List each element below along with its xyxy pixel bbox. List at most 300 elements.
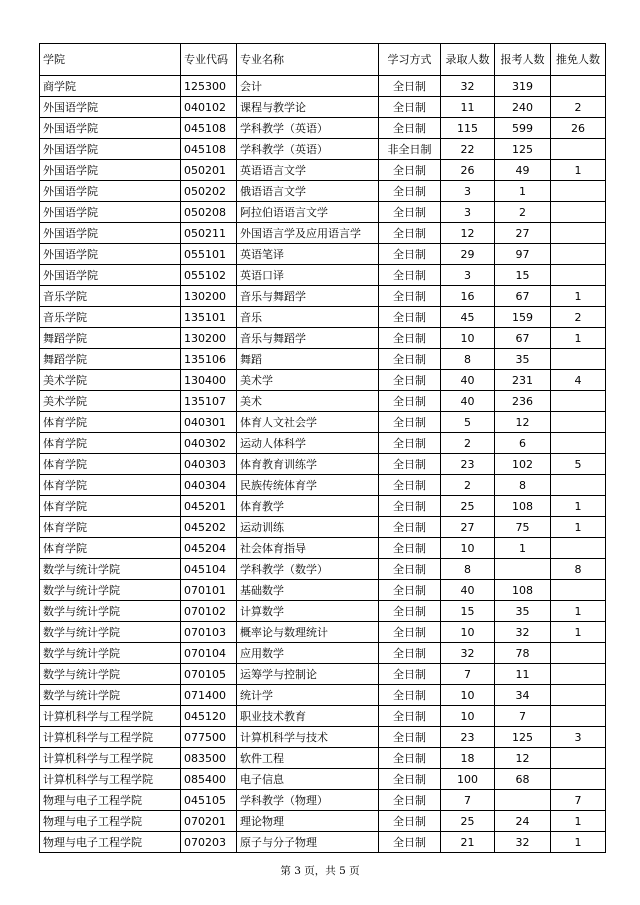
cell-admitted: 8 (441, 349, 495, 370)
cell-code: 070201 (181, 811, 237, 832)
table-row (40, 706, 606, 727)
cell-code: 135107 (181, 391, 237, 412)
cell-admitted: 18 (441, 748, 495, 769)
cell-mode: 全日制 (379, 391, 441, 412)
cell-admitted: 100 (441, 769, 495, 790)
cell-code: 070104 (181, 643, 237, 664)
cell-college: 美术学院 (40, 391, 181, 412)
table-row (40, 811, 606, 832)
table-row (40, 160, 606, 181)
cell-applied: 34 (495, 685, 551, 706)
cell-mode: 全日制 (379, 538, 441, 559)
cell-college: 外国语学院 (40, 118, 181, 139)
cell-mode: 全日制 (379, 433, 441, 454)
cell-applied (495, 790, 551, 811)
cell-applied: 319 (495, 76, 551, 97)
table-row (40, 475, 606, 496)
cell-applied: 15 (495, 265, 551, 286)
cell-mode: 全日制 (379, 790, 441, 811)
table-row (40, 433, 606, 454)
cell-major: 英语笔译 (237, 244, 379, 265)
cell-mode: 全日制 (379, 811, 441, 832)
table-row (40, 538, 606, 559)
table-body (40, 76, 606, 853)
cell-major: 音乐 (237, 307, 379, 328)
cell-mode: 全日制 (379, 769, 441, 790)
cell-code: 040303 (181, 454, 237, 475)
cell-college: 外国语学院 (40, 160, 181, 181)
cell-exempt (551, 412, 606, 433)
cell-mode: 全日制 (379, 412, 441, 433)
cell-admitted: 45 (441, 307, 495, 328)
cell-applied: 1 (495, 538, 551, 559)
cell-major: 电子信息 (237, 769, 379, 790)
cell-exempt (551, 202, 606, 223)
cell-major: 计算数学 (237, 601, 379, 622)
cell-code: 045204 (181, 538, 237, 559)
cell-exempt (551, 181, 606, 202)
cell-admitted: 32 (441, 76, 495, 97)
cell-admitted: 7 (441, 790, 495, 811)
cell-major: 原子与分子物理 (237, 832, 379, 853)
cell-admitted: 10 (441, 622, 495, 643)
cell-mode: 全日制 (379, 496, 441, 517)
cell-code: 130200 (181, 286, 237, 307)
cell-code: 045108 (181, 139, 237, 160)
table-header-row (40, 44, 606, 76)
page-number: 第 3 页，共 5 页 (280, 865, 360, 877)
table-row (40, 727, 606, 748)
cell-code: 135106 (181, 349, 237, 370)
cell-mode: 全日制 (379, 643, 441, 664)
cell-exempt (551, 706, 606, 727)
cell-applied: 599 (495, 118, 551, 139)
cell-major: 音乐与舞蹈学 (237, 286, 379, 307)
cell-exempt: 1 (551, 832, 606, 853)
cell-code: 125300 (181, 76, 237, 97)
cell-applied: 125 (495, 727, 551, 748)
cell-applied: 78 (495, 643, 551, 664)
cell-college: 计算机科学与工程学院 (40, 748, 181, 769)
table-row (40, 328, 606, 349)
cell-admitted: 3 (441, 181, 495, 202)
cell-college: 物理与电子工程学院 (40, 790, 181, 811)
table-row (40, 622, 606, 643)
cell-code: 070103 (181, 622, 237, 643)
cell-mode: 全日制 (379, 517, 441, 538)
cell-applied: 27 (495, 223, 551, 244)
cell-mode: 全日制 (379, 706, 441, 727)
table-row (40, 118, 606, 139)
cell-major: 英语口译 (237, 265, 379, 286)
cell-exempt (551, 244, 606, 265)
cell-college: 体育学院 (40, 454, 181, 475)
cell-college: 计算机科学与工程学院 (40, 727, 181, 748)
cell-admitted: 3 (441, 265, 495, 286)
cell-exempt: 3 (551, 727, 606, 748)
cell-applied: 1 (495, 181, 551, 202)
table-row (40, 412, 606, 433)
table-row (40, 370, 606, 391)
cell-college: 体育学院 (40, 475, 181, 496)
cell-mode: 全日制 (379, 748, 441, 769)
cell-code: 045202 (181, 517, 237, 538)
cell-exempt: 7 (551, 790, 606, 811)
cell-major: 课程与教学论 (237, 97, 379, 118)
cell-mode: 全日制 (379, 664, 441, 685)
table-row (40, 643, 606, 664)
table-row (40, 265, 606, 286)
cell-code: 071400 (181, 685, 237, 706)
cell-admitted: 7 (441, 664, 495, 685)
table-row (40, 559, 606, 580)
cell-major: 舞蹈 (237, 349, 379, 370)
cell-major: 体育教育训练学 (237, 454, 379, 475)
cell-exempt (551, 349, 606, 370)
cell-college: 商学院 (40, 76, 181, 97)
cell-exempt (551, 538, 606, 559)
cell-major: 理论物理 (237, 811, 379, 832)
cell-code: 045104 (181, 559, 237, 580)
cell-mode: 全日制 (379, 181, 441, 202)
cell-applied: 102 (495, 454, 551, 475)
cell-code: 070105 (181, 664, 237, 685)
cell-mode: 全日制 (379, 727, 441, 748)
table-row (40, 244, 606, 265)
cell-mode: 全日制 (379, 202, 441, 223)
cell-college: 计算机科学与工程学院 (40, 706, 181, 727)
cell-exempt (551, 223, 606, 244)
cell-mode: 全日制 (379, 832, 441, 853)
cell-college: 美术学院 (40, 370, 181, 391)
cell-applied: 75 (495, 517, 551, 538)
cell-code: 055101 (181, 244, 237, 265)
header-mode: 学习方式 (379, 44, 441, 76)
table-row (40, 223, 606, 244)
cell-code: 040302 (181, 433, 237, 454)
cell-major: 职业技术教育 (237, 706, 379, 727)
cell-code: 083500 (181, 748, 237, 769)
header-exempt: 推免人数 (551, 44, 606, 76)
cell-exempt: 26 (551, 118, 606, 139)
header-major: 专业名称 (237, 44, 379, 76)
table-row (40, 307, 606, 328)
cell-major: 学科教学（数学） (237, 559, 379, 580)
cell-code: 050208 (181, 202, 237, 223)
cell-mode: 全日制 (379, 76, 441, 97)
cell-admitted: 8 (441, 559, 495, 580)
cell-code: 070203 (181, 832, 237, 853)
cell-exempt: 4 (551, 370, 606, 391)
cell-code: 040301 (181, 412, 237, 433)
cell-college: 数学与统计学院 (40, 685, 181, 706)
cell-mode: 全日制 (379, 454, 441, 475)
cell-applied: 6 (495, 433, 551, 454)
cell-college: 体育学院 (40, 433, 181, 454)
cell-applied: 49 (495, 160, 551, 181)
cell-admitted: 25 (441, 811, 495, 832)
cell-college: 外国语学院 (40, 265, 181, 286)
cell-major: 俄语语言文学 (237, 181, 379, 202)
cell-code: 050201 (181, 160, 237, 181)
cell-admitted: 40 (441, 370, 495, 391)
cell-code: 135101 (181, 307, 237, 328)
cell-admitted: 10 (441, 538, 495, 559)
cell-admitted: 27 (441, 517, 495, 538)
cell-applied: 236 (495, 391, 551, 412)
cell-applied: 125 (495, 139, 551, 160)
cell-code: 085400 (181, 769, 237, 790)
cell-admitted: 16 (441, 286, 495, 307)
table-row (40, 97, 606, 118)
table-row (40, 139, 606, 160)
header-college: 学院 (40, 44, 181, 76)
cell-exempt (551, 433, 606, 454)
cell-college: 数学与统计学院 (40, 643, 181, 664)
cell-admitted: 10 (441, 685, 495, 706)
cell-exempt (551, 664, 606, 685)
cell-code: 070101 (181, 580, 237, 601)
cell-mode: 全日制 (379, 580, 441, 601)
cell-college: 数学与统计学院 (40, 622, 181, 643)
cell-college: 计算机科学与工程学院 (40, 769, 181, 790)
cell-code: 045105 (181, 790, 237, 811)
cell-mode: 全日制 (379, 286, 441, 307)
cell-mode: 全日制 (379, 349, 441, 370)
cell-admitted: 10 (441, 328, 495, 349)
cell-major: 体育人文社会学 (237, 412, 379, 433)
table-row (40, 454, 606, 475)
cell-college: 外国语学院 (40, 139, 181, 160)
cell-exempt: 5 (551, 454, 606, 475)
cell-major: 基础数学 (237, 580, 379, 601)
cell-college: 舞蹈学院 (40, 328, 181, 349)
cell-admitted: 22 (441, 139, 495, 160)
cell-applied: 35 (495, 349, 551, 370)
header-admitted: 录取人数 (441, 44, 495, 76)
table-row (40, 391, 606, 412)
cell-exempt: 1 (551, 622, 606, 643)
cell-college: 外国语学院 (40, 97, 181, 118)
cell-admitted: 2 (441, 475, 495, 496)
cell-exempt: 1 (551, 517, 606, 538)
cell-applied: 67 (495, 328, 551, 349)
cell-college: 外国语学院 (40, 202, 181, 223)
cell-code: 050202 (181, 181, 237, 202)
table-row (40, 685, 606, 706)
cell-applied: 8 (495, 475, 551, 496)
cell-major: 体育教学 (237, 496, 379, 517)
cell-mode: 全日制 (379, 370, 441, 391)
cell-major: 会计 (237, 76, 379, 97)
cell-mode: 全日制 (379, 307, 441, 328)
cell-college: 舞蹈学院 (40, 349, 181, 370)
cell-exempt: 1 (551, 811, 606, 832)
cell-college: 音乐学院 (40, 307, 181, 328)
cell-admitted: 32 (441, 643, 495, 664)
table-row (40, 349, 606, 370)
cell-major: 美术 (237, 391, 379, 412)
cell-admitted: 26 (441, 160, 495, 181)
cell-exempt (551, 391, 606, 412)
cell-exempt: 1 (551, 328, 606, 349)
cell-major: 运动训练 (237, 517, 379, 538)
cell-college: 音乐学院 (40, 286, 181, 307)
cell-admitted: 3 (441, 202, 495, 223)
cell-mode: 全日制 (379, 160, 441, 181)
cell-mode: 全日制 (379, 118, 441, 139)
table-row (40, 286, 606, 307)
cell-exempt: 1 (551, 286, 606, 307)
cell-exempt (551, 580, 606, 601)
cell-applied: 67 (495, 286, 551, 307)
cell-code: 077500 (181, 727, 237, 748)
cell-exempt: 1 (551, 160, 606, 181)
cell-applied (495, 559, 551, 580)
cell-major: 运动人体科学 (237, 433, 379, 454)
cell-major: 美术学 (237, 370, 379, 391)
cell-admitted: 5 (441, 412, 495, 433)
cell-admitted: 23 (441, 454, 495, 475)
cell-admitted: 11 (441, 97, 495, 118)
cell-exempt (551, 265, 606, 286)
table-row (40, 748, 606, 769)
cell-code: 130200 (181, 328, 237, 349)
table-row (40, 832, 606, 853)
cell-major: 学科教学（英语） (237, 118, 379, 139)
cell-applied: 2 (495, 202, 551, 223)
cell-admitted: 25 (441, 496, 495, 517)
cell-exempt: 8 (551, 559, 606, 580)
cell-major: 学科教学（英语） (237, 139, 379, 160)
cell-exempt (551, 769, 606, 790)
cell-major: 社会体育指导 (237, 538, 379, 559)
cell-applied: 240 (495, 97, 551, 118)
cell-admitted: 23 (441, 727, 495, 748)
table-row (40, 769, 606, 790)
cell-applied: 35 (495, 601, 551, 622)
cell-admitted: 115 (441, 118, 495, 139)
cell-exempt: 2 (551, 307, 606, 328)
cell-mode: 非全日制 (379, 139, 441, 160)
cell-exempt (551, 76, 606, 97)
cell-code: 130400 (181, 370, 237, 391)
cell-mode: 全日制 (379, 328, 441, 349)
cell-admitted: 40 (441, 391, 495, 412)
cell-college: 物理与电子工程学院 (40, 832, 181, 853)
cell-applied: 24 (495, 811, 551, 832)
cell-exempt: 1 (551, 496, 606, 517)
cell-applied: 68 (495, 769, 551, 790)
cell-mode: 全日制 (379, 244, 441, 265)
cell-admitted: 10 (441, 706, 495, 727)
cell-major: 阿拉伯语语言文学 (237, 202, 379, 223)
cell-applied: 159 (495, 307, 551, 328)
cell-college: 外国语学院 (40, 244, 181, 265)
cell-applied: 32 (495, 622, 551, 643)
cell-exempt: 2 (551, 97, 606, 118)
cell-major: 外国语言学及应用语言学 (237, 223, 379, 244)
cell-major: 软件工程 (237, 748, 379, 769)
table-row (40, 601, 606, 622)
cell-major: 概率论与数理统计 (237, 622, 379, 643)
cell-mode: 全日制 (379, 685, 441, 706)
cell-exempt (551, 475, 606, 496)
cell-admitted: 2 (441, 433, 495, 454)
admissions-table (39, 43, 606, 853)
cell-mode: 全日制 (379, 601, 441, 622)
cell-college: 外国语学院 (40, 181, 181, 202)
cell-code: 055102 (181, 265, 237, 286)
cell-code: 040102 (181, 97, 237, 118)
cell-code: 045108 (181, 118, 237, 139)
cell-mode: 全日制 (379, 223, 441, 244)
cell-major: 英语语言文学 (237, 160, 379, 181)
table-row (40, 181, 606, 202)
cell-college: 体育学院 (40, 538, 181, 559)
cell-college: 数学与统计学院 (40, 601, 181, 622)
table-row (40, 517, 606, 538)
cell-admitted: 12 (441, 223, 495, 244)
cell-exempt (551, 748, 606, 769)
cell-college: 外国语学院 (40, 223, 181, 244)
cell-applied: 108 (495, 496, 551, 517)
table-row (40, 580, 606, 601)
table-row (40, 664, 606, 685)
cell-major: 应用数学 (237, 643, 379, 664)
header-code: 专业代码 (181, 44, 237, 76)
cell-major: 统计学 (237, 685, 379, 706)
cell-applied: 12 (495, 748, 551, 769)
cell-mode: 全日制 (379, 559, 441, 580)
cell-applied: 231 (495, 370, 551, 391)
cell-mode: 全日制 (379, 265, 441, 286)
table-row (40, 202, 606, 223)
cell-code: 050211 (181, 223, 237, 244)
cell-mode: 全日制 (379, 475, 441, 496)
cell-college: 体育学院 (40, 517, 181, 538)
cell-exempt: 1 (551, 601, 606, 622)
table-row (40, 496, 606, 517)
cell-college: 体育学院 (40, 496, 181, 517)
cell-major: 运筹学与控制论 (237, 664, 379, 685)
cell-admitted: 21 (441, 832, 495, 853)
cell-code: 070102 (181, 601, 237, 622)
cell-college: 体育学院 (40, 412, 181, 433)
cell-code: 040304 (181, 475, 237, 496)
cell-admitted: 15 (441, 601, 495, 622)
cell-applied: 12 (495, 412, 551, 433)
cell-applied: 97 (495, 244, 551, 265)
cell-applied: 11 (495, 664, 551, 685)
cell-mode: 全日制 (379, 622, 441, 643)
cell-major: 计算机科学与技术 (237, 727, 379, 748)
cell-exempt (551, 139, 606, 160)
cell-applied: 32 (495, 832, 551, 853)
cell-code: 045120 (181, 706, 237, 727)
cell-college: 数学与统计学院 (40, 664, 181, 685)
cell-code: 045201 (181, 496, 237, 517)
cell-mode: 全日制 (379, 97, 441, 118)
cell-college: 物理与电子工程学院 (40, 811, 181, 832)
table-row (40, 790, 606, 811)
cell-major: 音乐与舞蹈学 (237, 328, 379, 349)
cell-admitted: 40 (441, 580, 495, 601)
cell-major: 民族传统体育学 (237, 475, 379, 496)
cell-college: 数学与统计学院 (40, 580, 181, 601)
cell-college: 数学与统计学院 (40, 559, 181, 580)
cell-admitted: 29 (441, 244, 495, 265)
